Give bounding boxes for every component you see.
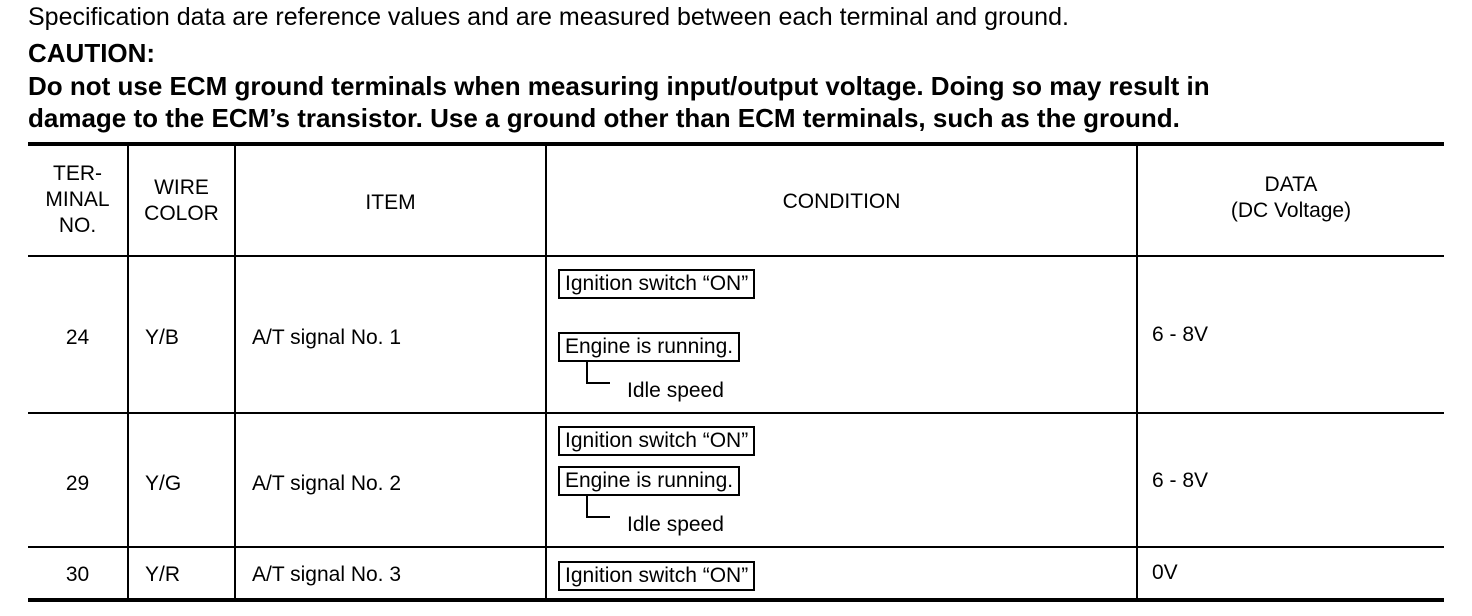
item-name: A/T signal No. 3 (252, 563, 402, 586)
condition-sub: Idle speed (627, 379, 724, 402)
item-name: A/T signal No. 1 (252, 326, 402, 349)
caution-body (28, 70, 1448, 134)
data-value: 0V (1152, 561, 1178, 584)
table-row-rule (28, 412, 1444, 414)
table-row-rule (28, 546, 1444, 548)
header-data-line2: (DC Voltage) (1230, 199, 1352, 222)
condition-box: Engine is running. (558, 332, 740, 362)
header-wire-color (129, 175, 234, 227)
branch-connector (586, 496, 610, 518)
data-value: 6 - 8V (1152, 469, 1209, 492)
condition-box: Ignition switch “ON” (558, 561, 755, 591)
header-data (1138, 172, 1444, 224)
condition-box: Engine is running. (558, 466, 740, 496)
wire-color: Y/R (145, 563, 181, 586)
terminal-no: 24 (65, 326, 90, 349)
header-terminal-no (28, 161, 127, 239)
table-top-rule (28, 142, 1444, 146)
condition-box: Ignition switch “ON” (558, 426, 755, 456)
caution-line-1: Do not use ECM ground terminals when measuring input/output voltage. Doing so may result in (28, 71, 1210, 101)
condition-box: Ignition switch “ON” (558, 269, 755, 299)
header-data-line1: DATA (1264, 173, 1318, 196)
terminal-no: 30 (65, 563, 90, 586)
header-condition: CONDITION (782, 190, 901, 213)
branch-connector (586, 362, 610, 384)
terminal-no: 29 (65, 472, 90, 495)
header-item: ITEM (365, 191, 416, 214)
condition-sub: Idle speed (627, 513, 724, 536)
header-wire-line1: WIRE (154, 176, 209, 199)
header-terminal-line2: MINAL (45, 188, 110, 211)
table-header-rule (28, 255, 1444, 257)
table-bottom-rule (28, 598, 1444, 602)
item-name: A/T signal No. 2 (252, 472, 402, 495)
caution-line-2: damage to the ECM’s transistor. Use a ground other than ECM terminals, such as the ground. (28, 103, 1180, 133)
wire-color: Y/B (145, 326, 179, 349)
header-terminal-line1: TER- (53, 162, 102, 185)
header-wire-line2: COLOR (144, 202, 219, 225)
intro-text: Specification data are reference values and are measured between each terminal and ground. (28, 3, 1069, 31)
caution-title: CAUTION: (28, 38, 156, 68)
data-value: 6 - 8V (1152, 323, 1209, 346)
wire-color: Y/G (145, 472, 182, 495)
header-terminal-line3: NO. (58, 214, 97, 237)
